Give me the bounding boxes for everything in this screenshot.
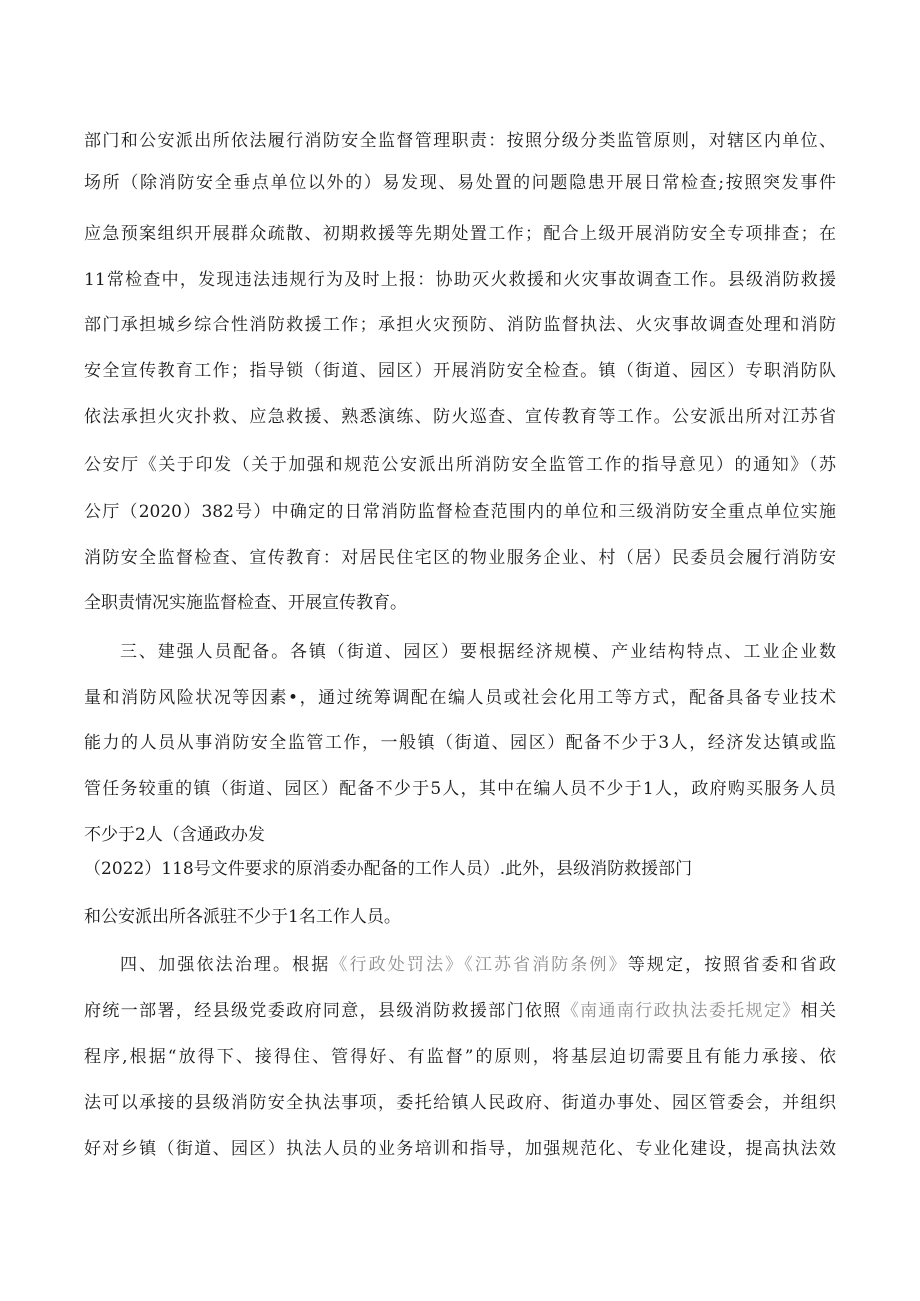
text-line: 三、建强人员配备。各镇（街道、园区）要根据经济规模、产业结构特点、工业企业数 — [120, 642, 836, 662]
text-line: （2022）118号文件要求的原消委办配备的工作人员）.此外，县级消防救援部门 — [84, 859, 693, 879]
text-line: 安全宣传教育工作；指导锁（街道、园区）开展消防安全检查。镇（街道、园区）专职消防队 — [84, 361, 836, 381]
text-segment: 相关 — [800, 1001, 836, 1021]
text-line: 法可以承接的县级消防安全执法事项，委托给镇人民政府、街道办事处、园区管委会，并组织 — [84, 1093, 836, 1113]
law-reference: 《行政处罚法》 — [330, 955, 465, 975]
text-line: 消防安全监督检查、宣传教育：对居民住宅区的物业服务企业、村（居）民委员会履行消防安 — [84, 548, 836, 568]
text-line: 公安厅《关于印发（关于加强和规范公安派出所消防安全监管工作的指导意见）的通知》（苏 — [84, 455, 836, 475]
text-line: 和公安派出所各派驻不少于1名工作人员。 — [84, 907, 401, 927]
text-line: 应急预案组织开展群众疏散、初期救援等先期处置工作；配合上级开展消防安全专项排查；在 — [84, 224, 836, 244]
text-line: 依法承担火灾扑救、应急救援、熟悉演练、防火巡查、宣传教育等工作。公安派出所对江苏省 — [84, 407, 836, 427]
text-line: 公厅（2020）382号）中确定的日常消防监督检查范围内的单位和三级消防安全重点单位实施 — [84, 502, 836, 522]
text-line: 量和消防风险状况等因素•，通过统筹调配在编人员或社会化用工等方式，配备具备专业技术 — [84, 688, 836, 708]
text-line: 好对乡镇（街道、园区）执法人员的业务培训和指导，加强规范化、专业化建设，提高执法效 — [84, 1139, 836, 1159]
text-line: 11常检查中，发现违法违规行为及时上报：协助灭火救援和火灾事故调查工作。县级消防救援 — [84, 270, 836, 290]
text-line: 能力的人员从事消防安全监管工作，一般镇（街道、园区）配备不少于3人，经济发达镇或监 — [84, 733, 836, 753]
text-segment: 等规定，按照省委和省政 — [627, 955, 837, 975]
text-line — [84, 999, 836, 1023]
text-line: 部门承担城乡综合性消防救援工作；承担火灾预防、消防监督执法、火灾事故调查处理和消防 — [84, 315, 836, 335]
text-line: 全职责情况实施监督检查、开展宣传教育。 — [84, 593, 407, 613]
text-segment: 府统一部署，经县级党委政府同意，县级消防救援部门依照 — [84, 1001, 562, 1021]
text-line: 程序,根据“放得下、接得住、管得好、有监督”的原则，将基层迫切需要且有能力承接、依 — [84, 1047, 836, 1067]
text-line: 管任务较重的镇（街道、园区）配备不少于5人，其中在编人员不少于1人，政府购买服务人员 — [84, 779, 836, 799]
text-segment: 四、加强依法治理。根据 — [120, 955, 331, 975]
text-line — [120, 953, 836, 977]
regulation-reference: 《南通南行政执法委托规定》 — [561, 1001, 801, 1021]
text-line: 部门和公安派出所依法履行消防安全监督管理职责：按照分级分类监管原则，对辖区内单位、 — [84, 131, 836, 151]
law-reference: 《江苏省消防条例》 — [464, 955, 628, 975]
text-line: 不少于2人（含通政办发 — [84, 825, 265, 845]
text-line: 场所（除消防安全垂点单位以外的）易发现、易处置的问题隐患开展日常检查;按照突发事件 — [84, 173, 836, 193]
